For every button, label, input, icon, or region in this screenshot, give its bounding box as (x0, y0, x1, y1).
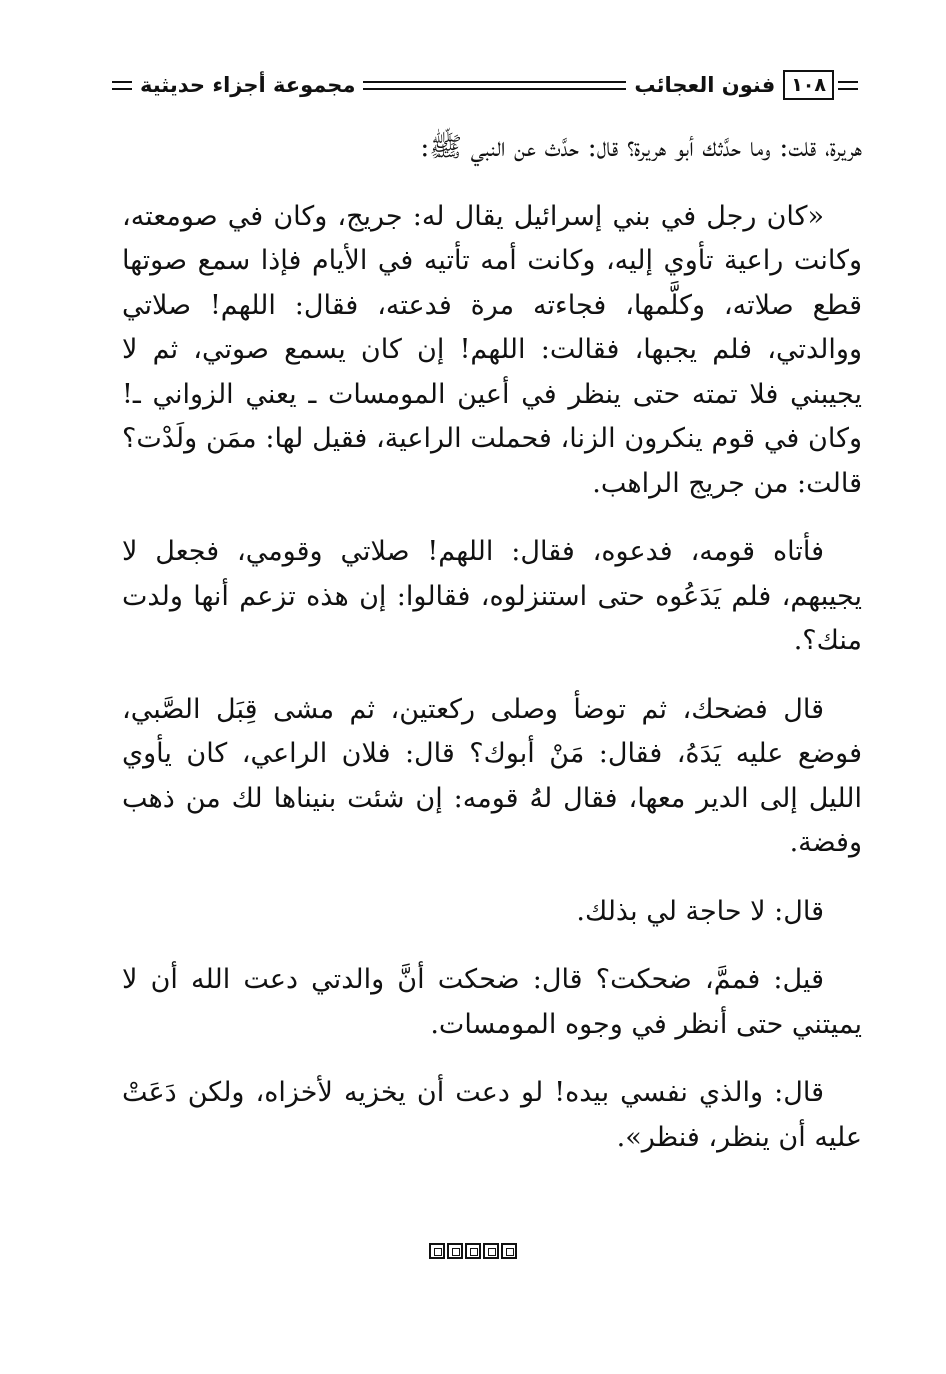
ornament-square (465, 1243, 481, 1259)
page-number: ١٠٨ (783, 70, 834, 100)
running-title: فنون العجائب (634, 73, 776, 97)
header-rule-left (112, 81, 132, 90)
header-rule-middle (363, 81, 626, 90)
paragraph-intro: هريرة، قلت: وما حدَّثك أبو هريرة؟ قال: حدَّث عن النبي ﷺ: (420, 132, 862, 163)
section-end-ornament (0, 1240, 946, 1265)
paragraph-hadith-start: «كان رجل في بني إسرائيل يقال له: جريج، وكان في صومعته، وكانت راعية تأوي إليه، وكانت أمه تأتيه في الأيام فإذا سمع صوتها قطع صلاته، وكلَّمها، فجاءته مرة فدعته، فقال: اللهم! صلاتي ووالدتي، فلم يجبها، فقالت: اللهم! إن كان يسمع صوتي، ثم لا يجيبني فلا تمته حتى ينظر في أعين المومسات ـ يعني الزواني ـ! وكان في قوم ينكرون الزنا، فحملت الراعية، فقيل لها: ممَن ولَدْت؟ قالت: من جريج الراهب. (122, 200, 862, 499)
ornament-square (447, 1243, 463, 1259)
header-rule-right (838, 81, 858, 90)
paragraph-people-came: فأتاه قومه، فدعوه، فقال: اللهم! صلاتي وقومي، فجعل لا يجيبهم، فلم يَدَعُوه حتى استنزلوه، فقالوا: إن هذه تزعم أنها ولدت منك؟. (122, 536, 862, 656)
paragraph-why-laugh: قيل: فممَّ، ضحكت؟ قال: ضحكت أنَّ والدتي دعت الله أن لا يميتني حتى أنظر في وجوه المومسات. (122, 964, 862, 1040)
ornament-square (429, 1243, 445, 1259)
paragraph-oath: قال: والذي نفسي بيده! لو دعت أن يخزيه لأخزاه، ولكن دَعَتْ عليه أن ينظر، فنظر». (122, 1077, 862, 1153)
running-header (108, 66, 862, 104)
paragraph-no-need: قال: لا حاجة لي بذلك. (576, 895, 824, 927)
series-title: مجموعة أجزاء حديثية (140, 73, 356, 97)
page-body (122, 126, 862, 1160)
ornament-square (483, 1243, 499, 1259)
ornament-square (501, 1243, 517, 1259)
paragraph-laughed: قال فضحك، ثم توضأ وصلى ركعتين، ثم مشى قِبَل الصَّبي، فوضع عليه يَدَهُ، فقال: مَنْ أبوك؟ قال: فلان الراعي، كان يأوي الليل إلى الدير معها، فقال لهُ قومه: إن شئت بنيناها لك من ذهب وفضة. (122, 693, 862, 858)
